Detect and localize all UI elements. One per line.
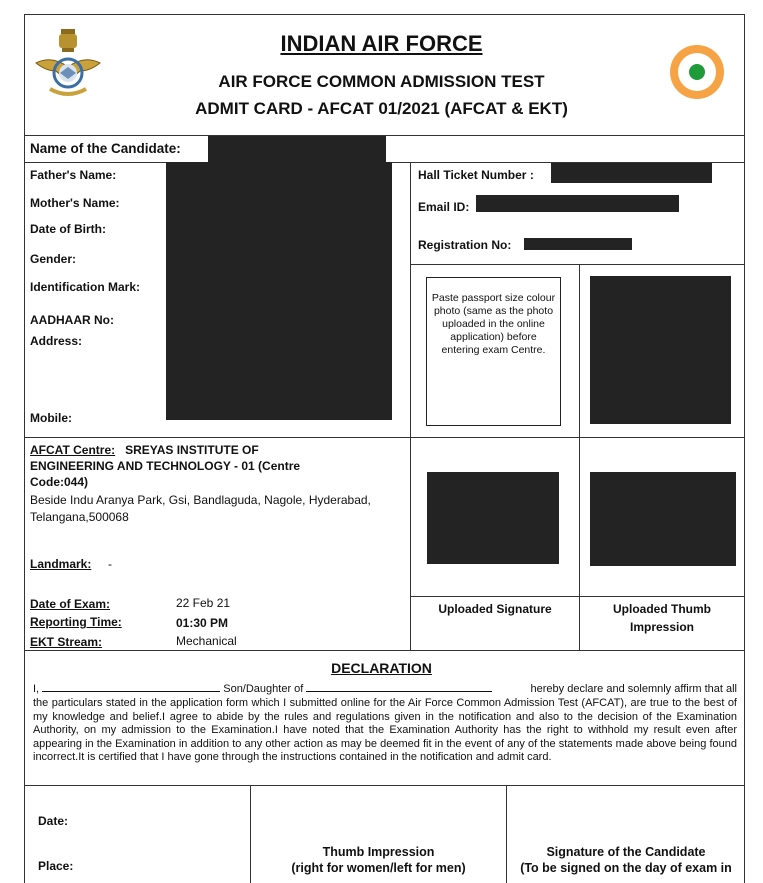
father-name-label: Father's Name: bbox=[30, 168, 117, 182]
exam-date-label: Date of Exam: bbox=[30, 597, 111, 611]
candidate-name-redaction bbox=[208, 136, 386, 162]
candidate-signature-title: Signature of the Candidate bbox=[546, 845, 706, 859]
landmark-label: Landmark: bbox=[30, 557, 92, 571]
mobile-label: Mobile: bbox=[30, 411, 72, 425]
hall-ticket-label: Hall Ticket Number : bbox=[418, 168, 534, 182]
uploaded-signature-label: Uploaded Signature bbox=[438, 602, 552, 616]
stream-value: Mechanical bbox=[176, 634, 237, 648]
identification-mark-label: Identification Mark: bbox=[30, 280, 141, 294]
page-title: INDIAN AIR FORCE bbox=[280, 31, 483, 56]
reporting-time-label: Reporting Time: bbox=[30, 615, 122, 629]
candidate-name-label: Name of the Candidate: bbox=[30, 141, 181, 156]
place-label: Place: bbox=[38, 859, 74, 873]
uploaded-thumb-label-line2: Impression bbox=[629, 620, 695, 634]
centre-block bbox=[30, 442, 410, 459]
registration-label: Registration No: bbox=[418, 238, 512, 252]
gender-label: Gender: bbox=[30, 252, 77, 266]
dob-label: Date of Birth: bbox=[30, 222, 106, 236]
personal-details-redaction bbox=[166, 162, 392, 420]
centre-name-line1: SREYAS INSTITUTE OF bbox=[125, 443, 259, 457]
declaration-heading: DECLARATION bbox=[331, 660, 432, 676]
paste-photo-box bbox=[426, 277, 561, 426]
admit-card-title: ADMIT CARD - AFCAT 01/2021 (AFCAT & EKT) bbox=[195, 99, 568, 118]
thumb-impression-title: Thumb Impression bbox=[322, 845, 435, 859]
thumb-impression-sub: (right for women/left for men) bbox=[291, 861, 466, 875]
photo-instruction: Paste passport size colour photo (same as the photo uploaded in the online application) before entering exam Centre. bbox=[431, 292, 556, 356]
uploaded-thumb-label-line1: Uploaded Thumb bbox=[613, 602, 711, 616]
centre-name-line2: ENGINEERING AND TECHNOLOGY - 01 (Centre bbox=[30, 459, 301, 473]
hall-ticket-redaction bbox=[551, 163, 712, 183]
stream-label: EKT Stream: bbox=[30, 635, 103, 649]
exam-name: AIR FORCE COMMON ADMISSION TEST bbox=[218, 72, 545, 91]
centre-label: AFCAT Centre: bbox=[30, 443, 116, 457]
mother-name-label: Mother's Name: bbox=[30, 196, 120, 210]
registration-redaction bbox=[524, 238, 632, 250]
centre-name-line3: Code:044) bbox=[30, 475, 89, 489]
centre-address-line1: Beside Indu Aranya Park, Gsi, Bandlaguda, Nagole, Hyderabad, bbox=[30, 493, 371, 507]
address-label: Address: bbox=[30, 334, 83, 348]
declaration-affirm: hereby declare and solemnly affirm that all bbox=[530, 683, 737, 695]
date-label: Date: bbox=[38, 814, 69, 828]
uploaded-signature-redaction bbox=[427, 472, 559, 564]
candidate-signature-sub: (To be signed on the day of exam in bbox=[520, 861, 732, 875]
email-redaction bbox=[476, 195, 679, 212]
iaf-roundel-icon bbox=[669, 44, 725, 100]
uploaded-photo-redaction bbox=[590, 276, 731, 424]
declaration-body: the particulars stated in the application form which I submitted online for the Air Force Common Admission Test (AFCAT), are true to the best of my knowledge and belief.I agree to abide by the rules and regulations given in the notification and also to the decision of the Examination Authority, on my admission to the Examination.I have noted that the Examination Authority has the right to withhold my result even after appearing in the Examination in addition to any other action as may be deemed fit in the event of any of the statements made above being found incorrect.It is certified that I have gone through the instructions contained in the notification and admit card. bbox=[33, 697, 737, 764]
email-label: Email ID: bbox=[418, 200, 470, 214]
declaration-i: I, bbox=[33, 683, 43, 695]
landmark-value: - bbox=[108, 557, 112, 571]
aadhaar-label: AADHAAR No: bbox=[30, 313, 114, 327]
declaration-son-daughter: Son/Daughter of bbox=[223, 683, 304, 695]
declaration-first-line bbox=[33, 683, 737, 695]
centre-address-line2: Telangana,500068 bbox=[30, 510, 129, 524]
reporting-time-value: 01:30 PM bbox=[176, 616, 229, 630]
uploaded-thumb-redaction bbox=[590, 472, 736, 566]
exam-date-value: 22 Feb 21 bbox=[176, 596, 231, 610]
